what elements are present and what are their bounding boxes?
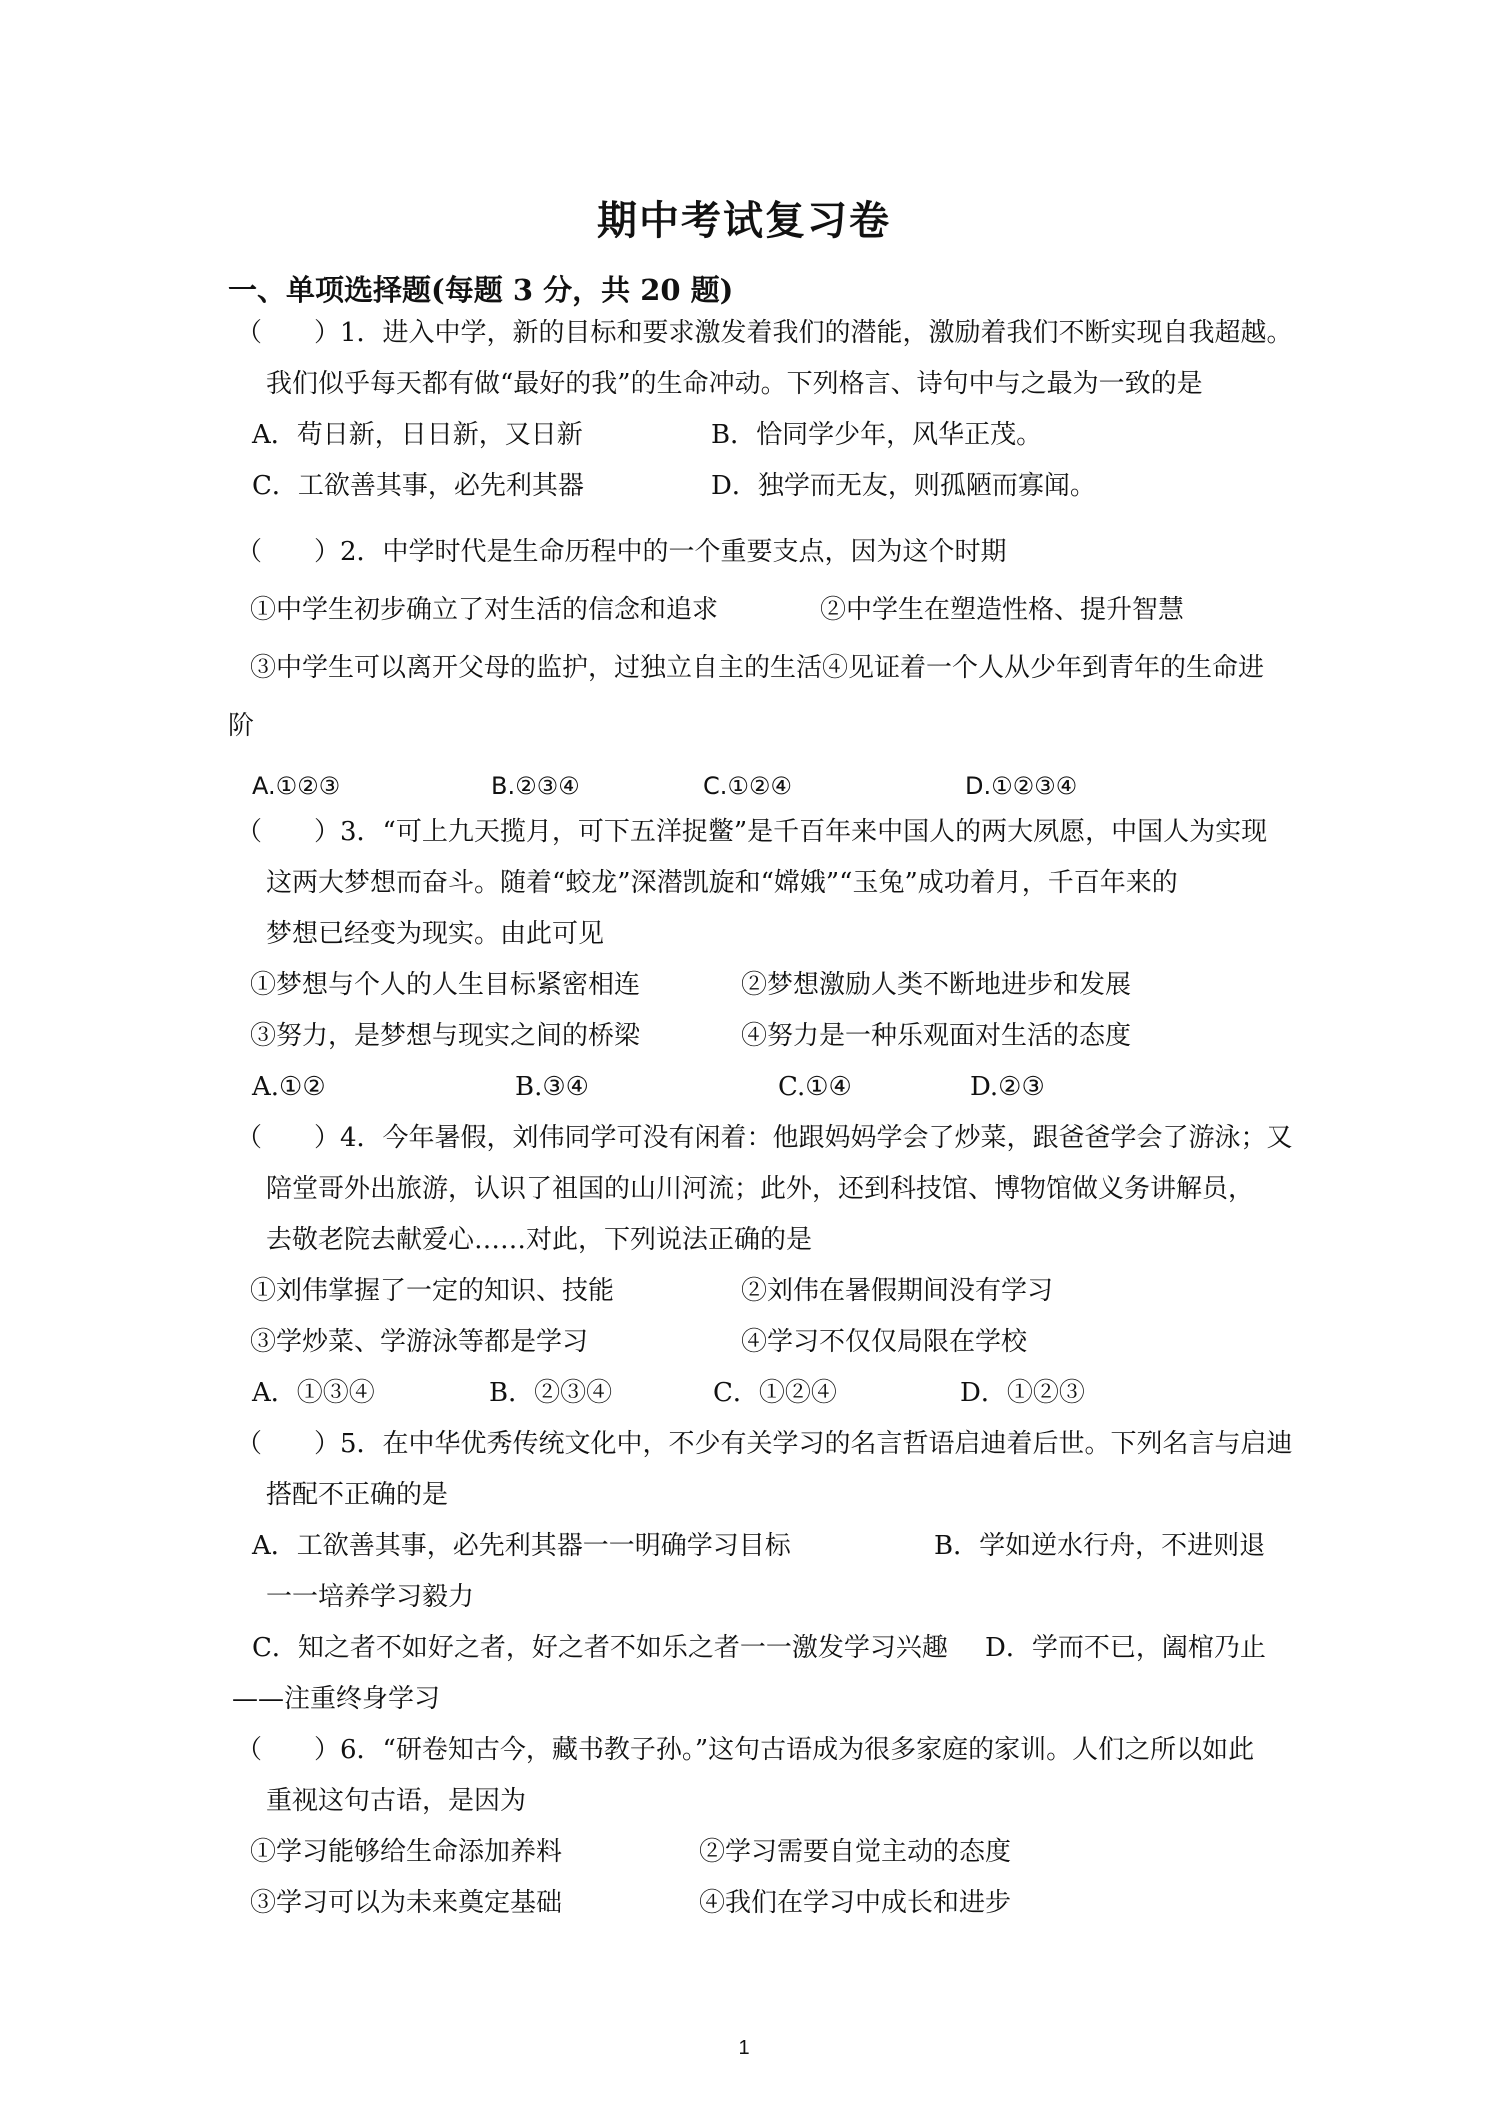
page-title: 期中考试复习卷: [597, 197, 891, 244]
q1-option-c: C．工欲善其事，必先利其器: [252, 471, 584, 501]
q1-option-b: B．恰同学少年，风华正茂。: [711, 420, 1043, 450]
q1-option-a: A．苟日新，日日新，又日新: [252, 420, 583, 450]
page-number: 1: [738, 2037, 750, 2059]
q3-statement-3: ③努力，是梦想与现实之间的桥梁: [250, 1021, 641, 1051]
q6-statement-1: ①学习能够给生命添加养料: [250, 1837, 563, 1867]
q6-statement-2: ②学习需要自觉主动的态度: [699, 1837, 1012, 1867]
q3-stem-line1: （ ）3．“可上九天揽月，可下五洋捉鳖”是千百年来中国人的两大夙愿，中国人为实现: [236, 817, 1268, 847]
q1-option-d: D．独学而无友，则孤陋而寡闻。: [711, 471, 1096, 501]
q4-option-c: C．①②④: [713, 1378, 837, 1408]
q3-statement-4: ④努力是一种乐观面对生活的态度: [741, 1021, 1132, 1051]
q2-statement-4-cont: 阶: [228, 711, 255, 741]
q1-stem-line2: 我们似乎每天都有做“最好的我”的生命冲动。下列格言、诗句中与之最为一致的是: [266, 369, 1203, 399]
q4-statement-3: ③学炒菜、学游泳等都是学习: [250, 1327, 589, 1357]
q4-stem-line2: 陪堂哥外出旅游，认识了祖国的山川河流；此外，还到科技馆、博物馆做义务讲解员，: [266, 1174, 1255, 1204]
q5-option-c: C．知之者不如好之者，好之者不如乐之者一一激发学习兴趣: [252, 1633, 948, 1663]
q3-option-d: D.②③: [970, 1072, 1045, 1102]
q3-option-b: B.③④: [515, 1072, 589, 1102]
q5-stem-line1: （ ）5．在中华优秀传统文化中，不少有关学习的名言哲语启迪着后世。下列名言与启迪: [236, 1429, 1293, 1459]
q4-statement-1: ①刘伟掌握了一定的知识、技能: [250, 1276, 615, 1306]
q5-option-d: D．学而不已，阖棺乃止: [985, 1633, 1266, 1663]
q2-stem: （ ）2．中学时代是生命历程中的一个重要支点，因为这个时期: [236, 537, 1007, 567]
q3-stem-line3: 梦想已经变为现实。由此可见: [266, 919, 605, 949]
q4-stem-line1: （ ）4．今年暑假，刘伟同学可没有闲着：他跟妈妈学会了炒菜，跟爸爸学会了游泳；又: [236, 1123, 1293, 1153]
q5-option-b-cont: 一一培养学习毅力: [266, 1582, 475, 1612]
q5-option-d-cont: ——注重终身学习: [232, 1684, 441, 1714]
q3-stem-line2: 这两大梦想而奋斗。随着“蛟龙”深潜凯旋和“嫦娥”“玉兔”成功着月，千百年来的: [266, 868, 1178, 898]
q4-option-b: B．②③④: [489, 1378, 613, 1408]
q3-statement-1: ①梦想与个人的人生目标紧密相连: [250, 970, 641, 1000]
q2-statement-3-4: ③中学生可以离开父母的监护，过独立自主的生活④见证着一个人从少年到青年的生命进: [250, 653, 1265, 683]
q4-statement-4: ④学习不仅仅局限在学校: [741, 1327, 1028, 1357]
q3-statement-2: ②梦想激励人类不断地进步和发展: [741, 970, 1132, 1000]
q4-option-d: D．①②③: [960, 1378, 1085, 1408]
q3-option-a: A.①②: [252, 1072, 326, 1102]
q2-option-c: C.①②④: [703, 772, 792, 800]
q5-stem-line2: 搭配不正确的是: [266, 1480, 449, 1510]
q6-statement-4: ④我们在学习中成长和进步: [699, 1888, 1012, 1918]
q4-statement-2: ②刘伟在暑假期间没有学习: [741, 1276, 1054, 1306]
q6-statement-3: ③学习可以为未来奠定基础: [250, 1888, 563, 1918]
q4-option-a: A．①③④: [252, 1378, 375, 1408]
q2-option-d: D.①②③④: [965, 772, 1078, 800]
q2-statement-2: ②中学生在塑造性格、提升智慧: [820, 595, 1185, 625]
q5-option-b: B．学如逆水行舟，不进则退: [934, 1531, 1266, 1561]
q2-statement-1: ①中学生初步确立了对生活的信念和追求: [250, 595, 719, 625]
q4-stem-line3: 去敬老院去献爱心……对此，下列说法正确的是: [266, 1225, 813, 1255]
q3-option-c: C.①④: [778, 1072, 852, 1102]
q6-stem-line1: （ ）6．“研卷知古今，藏书教子孙。”这句古语成为很多家庭的家训。人们之所以如此: [236, 1735, 1255, 1765]
section-heading: 一、单项选择题(每题 3 分，共 20 题): [228, 273, 734, 307]
q6-stem-line2: 重视这句古语，是因为: [266, 1786, 527, 1816]
q5-option-a: A．工欲善其事，必先利其器一一明确学习目标: [252, 1531, 791, 1561]
q2-option-a: A.①②③: [252, 772, 341, 800]
q1-stem-line1: （ ）1．进入中学，新的目标和要求激发着我们的潜能，激励着我们不断实现自我超越。: [236, 318, 1293, 348]
q2-option-b: B.②③④: [491, 772, 580, 800]
